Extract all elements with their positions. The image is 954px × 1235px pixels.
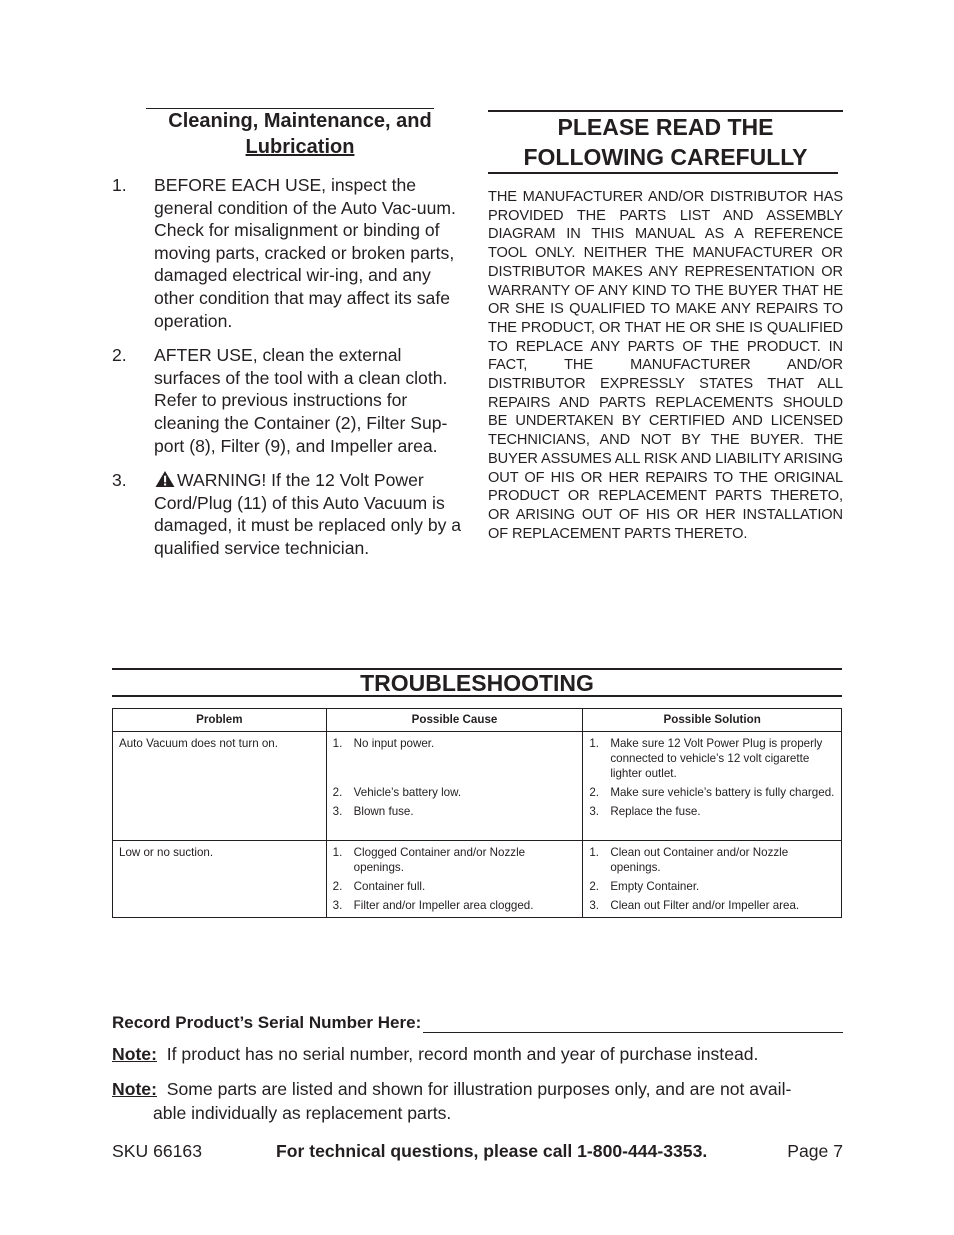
maintenance-item — [112, 174, 468, 332]
problem-cell: Low or no suction. — [113, 841, 327, 918]
solution-list — [589, 845, 835, 913]
list-text: Make sure 12 Volt Power Plug is properly connected to vehicle’s 12 volt cigarette lighter outlet. — [610, 737, 823, 780]
list-number: 3. — [332, 805, 343, 818]
list-text: Replace the fuse. — [610, 805, 701, 818]
column-header-solution: Possible Solution — [583, 709, 842, 732]
note-text: If product has no serial number, record month and year of purchase instead. — [166, 1044, 759, 1064]
list-item — [333, 879, 577, 894]
section-bottom-rule — [488, 172, 838, 174]
footer-page-number: Page 7 — [787, 1141, 843, 1161]
list-text: Blown fuse. — [353, 805, 414, 818]
list-number: 3. — [589, 899, 599, 912]
list-text: Empty Container. — [610, 880, 700, 893]
warning-text: WARNING! If the 12 Volt Power Cord/Plug (11) of this Auto Vacuum is damaged, it must be replaced only by a qualified service technician. — [154, 470, 462, 558]
item-text-wrapper — [154, 469, 468, 559]
troubleshooting-title: TROUBLESHOOTING — [360, 670, 594, 696]
list-text: Clean out Filter and/or Impeller area. — [610, 899, 800, 912]
list-text: Make sure vehicle’s battery is fully charged. — [610, 786, 835, 799]
please-read-title-line1: PLEASE READ THE — [557, 114, 774, 140]
cause-list — [333, 736, 577, 819]
list-text: Filter and/or Impeller area clogged. — [353, 899, 534, 912]
solution-cell — [583, 841, 842, 918]
list-number: 1. — [332, 737, 343, 750]
table-row — [113, 732, 842, 841]
list-item — [589, 879, 835, 894]
list-number: 2. — [332, 786, 343, 799]
cleaning-title — [132, 108, 468, 160]
please-read-section — [488, 110, 843, 543]
list-number: 3. — [589, 805, 599, 818]
list-item — [333, 785, 577, 800]
note-text-line1: Some parts are listed and shown for illustration purposes only, and are not avail- — [166, 1079, 792, 1099]
note-parts — [112, 1077, 843, 1125]
note-label: Note: — [112, 1044, 157, 1064]
serial-number-blank-line — [423, 1015, 843, 1033]
please-read-title-line2: FOLLOWING CAREFULLY — [523, 144, 808, 170]
list-text: Clogged Container and/or Nozzle openings. — [353, 846, 526, 874]
disclaimer-text: THE MANUFACTURER AND/OR DISTRIBUTOR HAS PROVIDED THE PARTS LIST AND ASSEMBLY DIAGRAM IN THIS MANUAL AS A REFERENCE TOOL ONLY. NEITHER THE MANUFACTURER OR DISTRIBUTOR MAKES ANY REPRESENTATION OR WARRANTY OF ANY KIND TO THE BUYER THAT HE OR SHE IS QUALIFIED TO MAKE ANY REPAIRS TO THE PRODUCT, OR THAT HE OR SHE IS QUALIFIED TO REPLACE ANY PARTS OF THE PRODUCT. IN FACT, THE MANUFACTURER AND/OR DISTRIBUTOR EXPRESSLY STATES THAT ALL REPAIRS AND PARTS REPLACEMENTS SHOULD BE UNDERTAKEN BY CERTIFIED AND LICENSED TECHNICIANS, AND NOT BY THE BUYER. THE BUYER ASSUMES ALL RISK AND LIABILITY ARISING OUT OF HIS OR HER REPAIRS TO THE ORIGINAL PRODUCT OR REPLACEMENT PARTS THERETO, OR ARISING OUT OF HIS OR HER INSTALLATION OF REPLACEMENT PARTS THERETO. — [488, 189, 843, 542]
footer-tech-support: For technical questions, please call 1-800-444-3353. — [276, 1141, 708, 1161]
list-number: 1. — [332, 846, 343, 859]
note-text-line2: able individually as replacement parts. — [153, 1103, 452, 1123]
list-item — [333, 736, 577, 751]
list-item — [333, 804, 577, 819]
item-number: 2. — [112, 345, 127, 366]
list-number: 2. — [589, 880, 599, 893]
list-text: Container full. — [353, 880, 426, 893]
list-item — [589, 845, 835, 875]
list-item — [589, 785, 835, 800]
list-number: 3. — [332, 899, 343, 912]
please-read-title — [488, 112, 843, 172]
table-row — [113, 841, 842, 918]
list-text: Vehicle’s battery low. — [353, 786, 462, 799]
list-number: 1. — [589, 737, 599, 750]
list-item — [589, 898, 835, 913]
list-item — [333, 845, 577, 875]
table-header-row — [113, 709, 842, 732]
maintenance-list — [112, 174, 468, 560]
troubleshooting-section — [112, 668, 842, 912]
maintenance-item — [112, 469, 468, 559]
cleaning-title-line1: Cleaning, Maintenance, and — [168, 110, 432, 132]
troubleshooting-table — [112, 708, 842, 918]
list-text: No input power. — [353, 737, 435, 750]
column-header-cause: Possible Cause — [326, 709, 583, 732]
note-serial — [112, 1042, 843, 1066]
list-number: 2. — [589, 786, 599, 799]
serial-number-label: Record Product’s Serial Number Here: — [112, 1013, 422, 1032]
item-text: BEFORE EACH USE, inspect the general condition of the Auto Vac-uum. Check for misalignment or binding of moving parts, cracked or broken parts, damaged electrical wir-ing, and any other condition that may affect its safe operation. — [154, 175, 456, 331]
maintenance-item — [112, 344, 468, 457]
section-top-rule — [146, 108, 434, 109]
problem-cell: Auto Vacuum does not turn on. — [113, 732, 327, 841]
serial-number-field — [112, 1013, 843, 1033]
list-number: 2. — [332, 880, 343, 893]
item-number: 3. — [112, 470, 127, 491]
solution-list — [589, 736, 835, 819]
cause-cell — [326, 841, 583, 918]
cause-cell — [326, 732, 583, 841]
note-label: Note: — [112, 1079, 157, 1099]
column-header-problem: Problem — [113, 709, 327, 732]
list-item — [589, 804, 835, 819]
list-text: Clean out Container and/or Nozzle openings. — [610, 846, 789, 874]
list-item — [333, 898, 577, 913]
cleaning-section — [112, 108, 468, 572]
list-item — [589, 736, 835, 781]
solution-cell — [583, 732, 842, 841]
footer-sku: SKU 66163 — [112, 1141, 202, 1161]
list-number: 1. — [589, 846, 599, 859]
warning-triangle-icon — [154, 470, 176, 488]
cause-list — [333, 845, 577, 913]
item-text: AFTER USE, clean the external surfaces of the tool with a clean cloth. Refer to previous instructions for cleaning the Container (2), Filter Sup-port (8), Filter (9), and Impeller area. — [154, 345, 448, 456]
item-number: 1. — [112, 175, 127, 195]
cleaning-title-line2: Lubrication — [245, 136, 355, 158]
